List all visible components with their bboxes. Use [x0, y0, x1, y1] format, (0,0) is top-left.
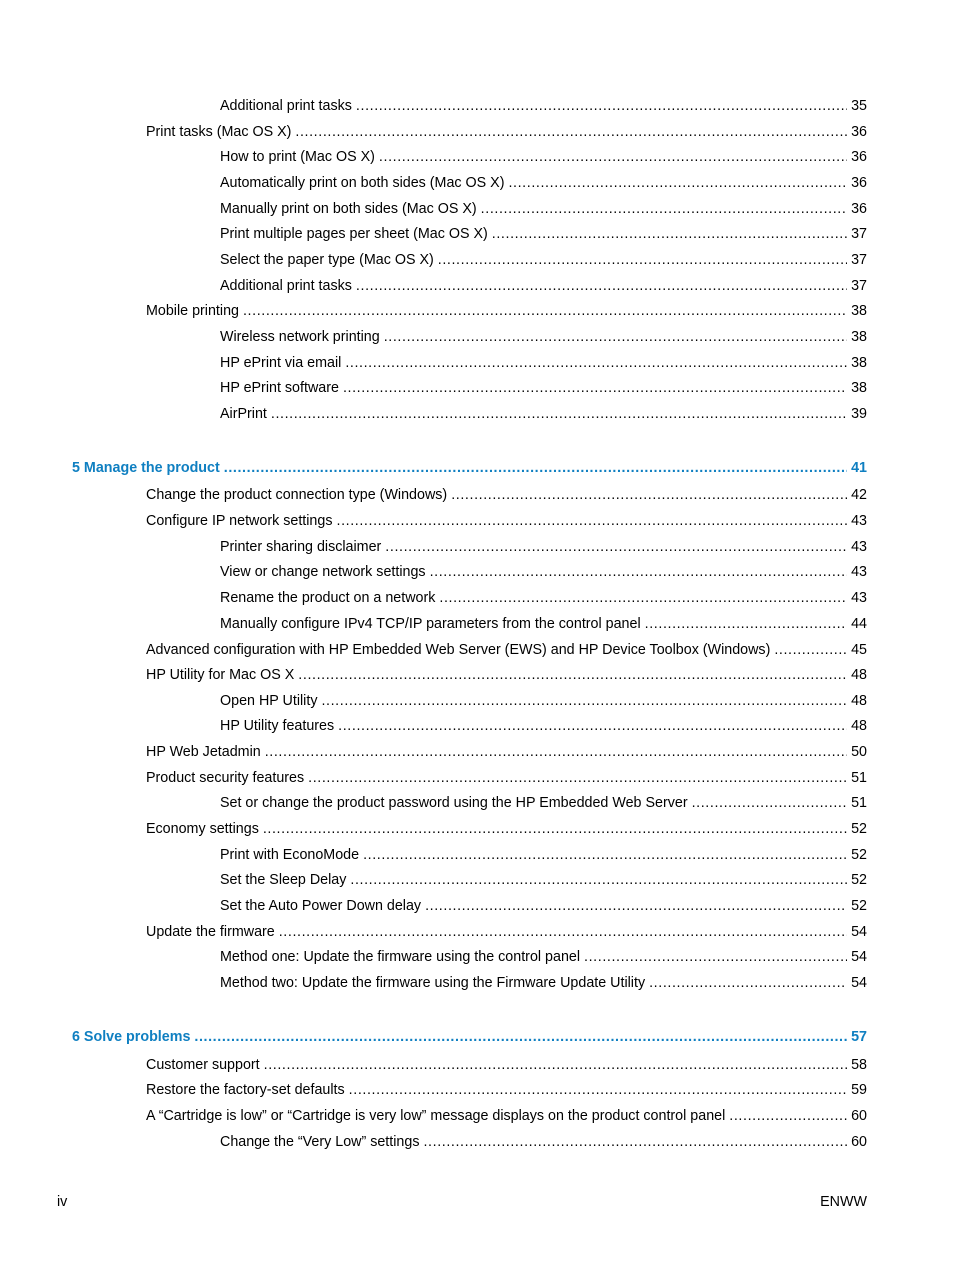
dot-leader — [338, 716, 847, 736]
toc-entry-title: Automatically print on both sides (Mac OS X) — [220, 175, 505, 191]
dot-leader — [385, 537, 847, 557]
dot-leader — [298, 665, 847, 685]
toc-entry-title: Open HP Utility — [220, 693, 318, 709]
toc-entry-title: Advanced configuration with HP Embedded Web Server (EWS) and HP Device Toolbox (Windows) — [146, 642, 771, 658]
dot-leader — [356, 276, 847, 296]
toc-entry[interactable] — [146, 511, 867, 531]
toc-entry-title: Select the paper type (Mac OS X) — [220, 252, 434, 268]
dot-leader — [649, 973, 847, 993]
toc-entry-title: Set the Sleep Delay — [220, 872, 347, 888]
toc-entry-page: 37 — [851, 226, 867, 242]
dot-leader — [508, 173, 847, 193]
toc-entry-page: 52 — [851, 872, 867, 888]
toc-entry-page: 37 — [851, 252, 867, 268]
dot-leader — [265, 742, 847, 762]
dot-leader — [263, 819, 847, 839]
dot-leader — [774, 640, 847, 660]
toc-entry-page: 50 — [851, 744, 867, 760]
toc-entry[interactable] — [220, 973, 867, 993]
toc-entry[interactable] — [220, 537, 867, 557]
dot-leader — [295, 122, 847, 142]
toc-entry[interactable] — [146, 485, 867, 505]
toc-entry-page: 36 — [851, 175, 867, 191]
toc-entry[interactable] — [146, 301, 867, 321]
dot-leader — [363, 845, 847, 865]
toc-entry[interactable] — [220, 96, 867, 116]
toc-entry[interactable] — [220, 224, 867, 244]
toc-entry[interactable] — [220, 173, 867, 193]
toc-entry-page: 58 — [851, 1057, 867, 1073]
toc-entry-page: 43 — [851, 590, 867, 606]
dot-leader — [224, 458, 847, 478]
toc-entry-title: How to print (Mac OS X) — [220, 149, 375, 165]
toc-entry-title: Set or change the product password using the HP Embedded Web Server — [220, 795, 688, 811]
toc-entry[interactable] — [146, 742, 867, 762]
dot-leader — [279, 922, 847, 942]
toc-entry-page: 52 — [851, 898, 867, 914]
toc-entry-title: Method two: Update the firmware using the Firmware Update Utility — [220, 975, 646, 991]
toc-entry-page: 41 — [851, 460, 867, 476]
toc-entry-page: 60 — [851, 1108, 867, 1124]
toc-entry-page: 48 — [851, 693, 867, 709]
dot-leader — [451, 485, 847, 505]
toc-entry-title: Restore the factory-set defaults — [146, 1082, 345, 1098]
toc-entry-page: 59 — [851, 1082, 867, 1098]
dot-leader — [321, 691, 847, 711]
dot-leader — [423, 1132, 847, 1152]
toc-entry-title: Print with EconoMode — [220, 847, 360, 863]
dot-leader — [481, 199, 847, 219]
toc-entry-page: 42 — [851, 487, 867, 503]
toc-entry[interactable] — [220, 378, 867, 398]
toc-chapter-entry[interactable] — [72, 458, 867, 478]
toc-entry[interactable] — [220, 147, 867, 167]
toc-entry-page: 48 — [851, 718, 867, 734]
dot-leader — [345, 353, 847, 373]
toc-entry-page: 43 — [851, 513, 867, 529]
toc-entry[interactable] — [146, 1106, 867, 1126]
dot-leader — [343, 378, 847, 398]
toc-entry-page: 44 — [851, 616, 867, 632]
toc-entry[interactable] — [146, 665, 867, 685]
toc-entry-title: Print tasks (Mac OS X) — [146, 124, 292, 140]
toc-entry-page: 36 — [851, 124, 867, 140]
dot-leader — [350, 870, 847, 890]
toc-entry[interactable] — [146, 768, 867, 788]
toc-entry-page: 52 — [851, 847, 867, 863]
dot-leader — [349, 1080, 847, 1100]
toc-entry-title: HP ePrint software — [220, 380, 339, 396]
toc-entry-page: 51 — [851, 795, 867, 811]
toc-entry-title: Update the firmware — [146, 924, 275, 940]
toc-entry-title: Configure IP network settings — [146, 513, 333, 529]
toc-entry-title: Customer support — [146, 1057, 260, 1073]
toc-entry-page: 52 — [851, 821, 867, 837]
toc-entry-title: Mobile printing — [146, 303, 239, 319]
toc-entry-page: 38 — [851, 380, 867, 396]
toc-entry-title: 6 Solve problems — [72, 1029, 191, 1045]
toc-entry-title: HP Utility features — [220, 718, 335, 734]
toc-entry[interactable] — [220, 276, 867, 296]
toc-chapter-entry[interactable] — [72, 1027, 867, 1047]
dot-leader — [430, 562, 848, 582]
toc-entry[interactable] — [220, 614, 867, 634]
toc-entry-title: Additional print tasks — [220, 278, 352, 294]
toc-entry[interactable] — [146, 1080, 867, 1100]
toc-entry-page: 38 — [851, 303, 867, 319]
toc-entry-title: View or change network settings — [220, 564, 426, 580]
toc-entry-title: Wireless network printing — [220, 329, 380, 345]
toc-entry-page: 36 — [851, 149, 867, 165]
toc-entry-page: 36 — [851, 201, 867, 217]
toc-entry-title: Rename the product on a network — [220, 590, 436, 606]
dot-leader — [337, 511, 848, 531]
toc-entry-page: 39 — [851, 406, 867, 422]
toc-entry-title: Change the product connection type (Windows) — [146, 487, 448, 503]
toc-entry[interactable] — [220, 870, 867, 890]
dot-leader — [264, 1055, 847, 1075]
toc-entry-page: 45 — [851, 642, 867, 658]
toc-entry-title: HP Utility for Mac OS X — [146, 667, 295, 683]
toc-entry[interactable] — [220, 562, 867, 582]
dot-leader — [584, 947, 847, 967]
dot-leader — [271, 404, 847, 424]
toc-entry-page: 43 — [851, 564, 867, 580]
toc-entry-title: Economy settings — [146, 821, 259, 837]
toc-entry-title: HP Web Jetadmin — [146, 744, 261, 760]
toc-entry-page: 38 — [851, 329, 867, 345]
toc-entry-page: 54 — [851, 975, 867, 991]
toc-entry[interactable] — [220, 716, 867, 736]
toc-entry-title: Set the Auto Power Down delay — [220, 898, 422, 914]
toc-entry[interactable] — [220, 1132, 867, 1152]
dot-leader — [243, 301, 847, 321]
toc-entry[interactable] — [220, 588, 867, 608]
toc-entry[interactable] — [220, 691, 867, 711]
toc-entry[interactable] — [220, 404, 867, 424]
toc-entry[interactable] — [220, 947, 867, 967]
toc-entry-title: Method one: Update the firmware using the control panel — [220, 949, 581, 965]
dot-leader — [379, 147, 847, 167]
toc-entry-page: 60 — [851, 1134, 867, 1150]
toc-entry-page: 54 — [851, 924, 867, 940]
toc-entry-title: Print multiple pages per sheet (Mac OS X) — [220, 226, 488, 242]
toc-entry-title: Manually configure IPv4 TCP/IP parameters from the control panel — [220, 616, 641, 632]
dot-leader — [645, 614, 847, 634]
toc-entry[interactable] — [220, 793, 867, 813]
toc-entry-page: 43 — [851, 539, 867, 555]
footer-label: ENWW — [820, 1194, 867, 1210]
toc-entry-title: Additional print tasks — [220, 98, 352, 114]
toc-entry-page: 51 — [851, 770, 867, 786]
toc-entry[interactable] — [220, 353, 867, 373]
toc-entry-title: A “Cartridge is low” or “Cartridge is very low” message displays on the product control panel — [146, 1108, 726, 1124]
toc-entry-page: 54 — [851, 949, 867, 965]
dot-leader — [439, 588, 847, 608]
toc-entry-page: 37 — [851, 278, 867, 294]
dot-leader — [356, 96, 847, 116]
dot-leader — [692, 793, 848, 813]
toc-entry-title: Printer sharing disclaimer — [220, 539, 382, 555]
toc-entry[interactable] — [146, 122, 867, 142]
toc-entry-title: Product security features — [146, 770, 305, 786]
toc-entry-title: HP ePrint via email — [220, 355, 342, 371]
dot-leader — [492, 224, 847, 244]
toc-entry[interactable] — [146, 640, 867, 660]
dot-leader — [438, 250, 847, 270]
toc-entry[interactable] — [220, 327, 867, 347]
toc-entry-title: Manually print on both sides (Mac OS X) — [220, 201, 477, 217]
dot-leader — [194, 1027, 847, 1047]
toc-entry-page: 48 — [851, 667, 867, 683]
toc-entry-page: 57 — [851, 1029, 867, 1045]
toc-entry[interactable] — [220, 896, 867, 916]
toc-entry[interactable] — [220, 250, 867, 270]
footer-page-number: iv — [57, 1194, 68, 1210]
dot-leader — [425, 896, 847, 916]
toc-entry[interactable] — [220, 845, 867, 865]
toc-entry[interactable] — [220, 199, 867, 219]
toc-entry-title: AirPrint — [220, 406, 267, 422]
dot-leader — [308, 768, 847, 788]
toc-entry-title: Change the “Very Low” settings — [220, 1134, 420, 1150]
dot-leader — [384, 327, 847, 347]
dot-leader — [729, 1106, 847, 1126]
toc-entry[interactable] — [146, 1055, 867, 1075]
toc-entry-title: 5 Manage the product — [72, 460, 220, 476]
toc-entry-page: 35 — [851, 98, 867, 114]
toc-entry-page: 38 — [851, 355, 867, 371]
toc-entry[interactable] — [146, 922, 867, 942]
toc-entry[interactable] — [146, 819, 867, 839]
